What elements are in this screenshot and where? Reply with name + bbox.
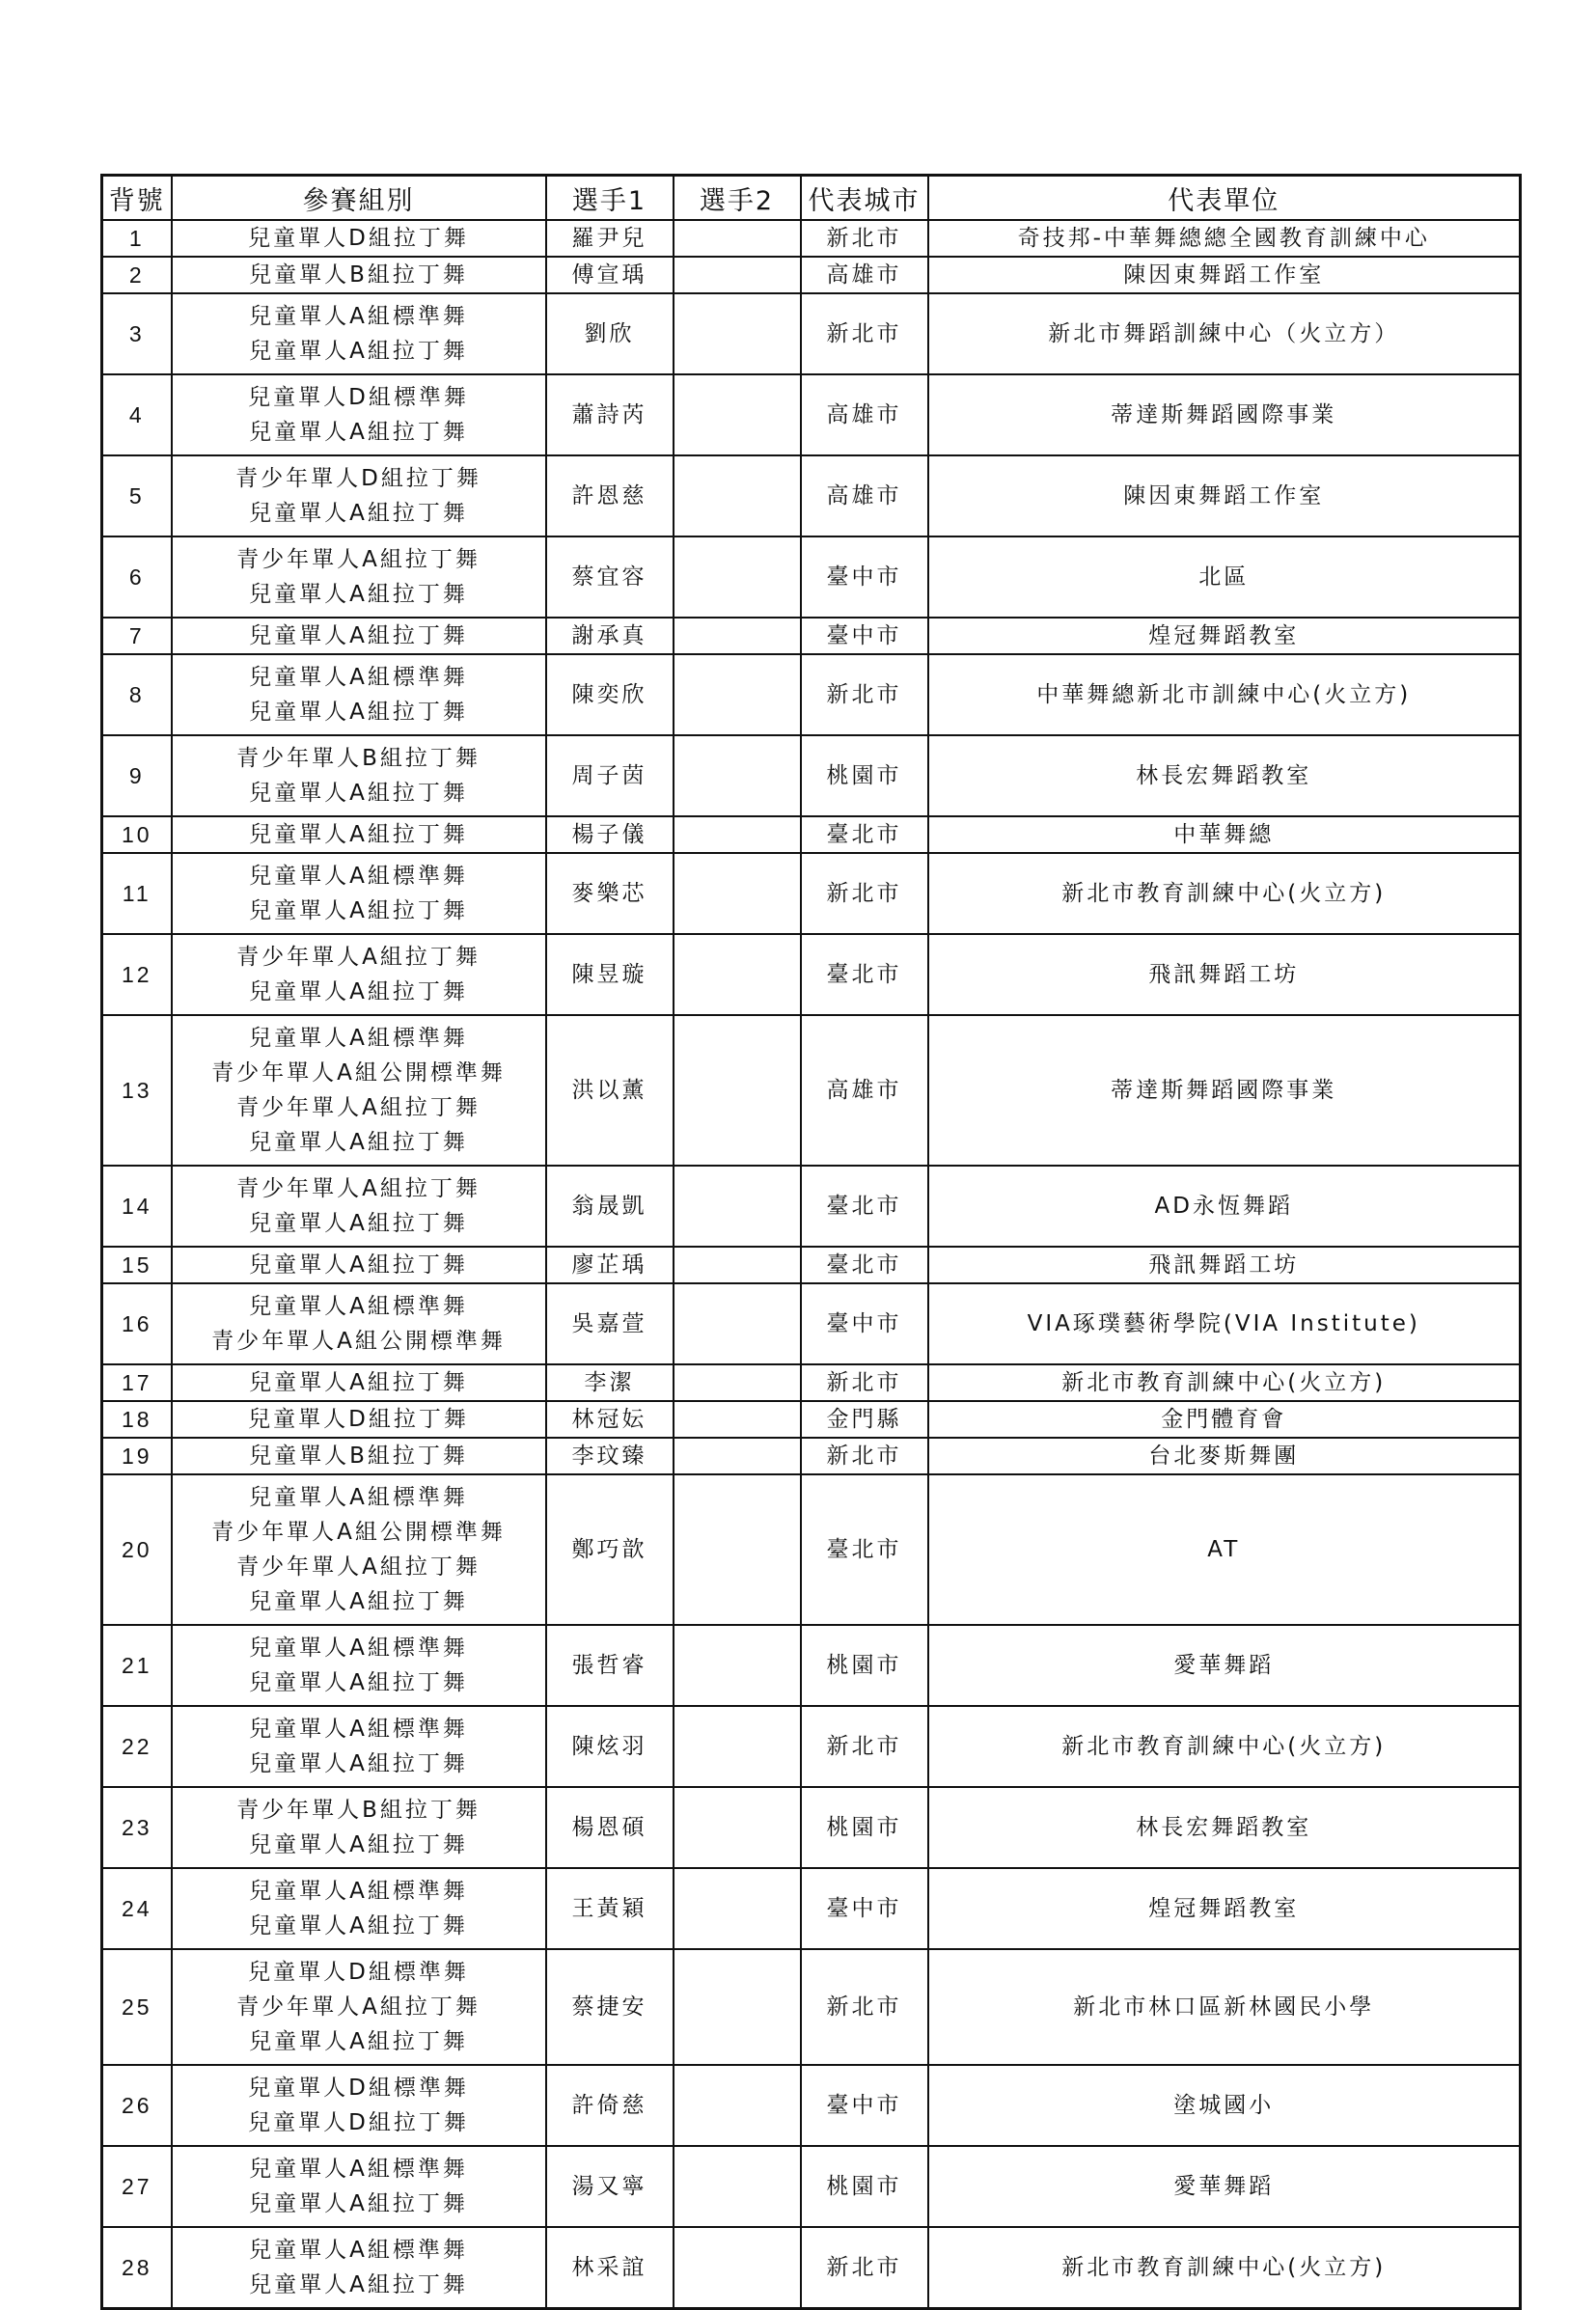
cell-player2: [674, 1787, 801, 1868]
cell-city: 高雄市: [801, 257, 928, 293]
cell-player1: 蔡宜容: [546, 536, 674, 618]
cell-unit: 煌冠舞蹈教室: [928, 618, 1521, 654]
cell-player1: 洪以薰: [546, 1015, 674, 1166]
cell-unit: 飛訊舞蹈工坊: [928, 1247, 1521, 1283]
cell-city: 高雄市: [801, 1015, 928, 1166]
category-line: 青少年單人A組拉丁舞: [236, 547, 481, 572]
cell-unit: AT: [928, 1474, 1521, 1625]
category-line: 兒童單人A組標準舞: [249, 1717, 468, 1742]
cell-player1: 蔡捷安: [546, 1949, 674, 2065]
table-row: [102, 654, 1521, 735]
category-line: 青少年單人D組拉丁舞: [235, 466, 482, 491]
cell-number: 21: [102, 1625, 172, 1706]
category-line: 兒童單人A組拉丁舞: [249, 1832, 468, 1857]
cell-player2: [674, 1166, 801, 1247]
cell-category: [172, 293, 546, 374]
cell-number: 9: [102, 735, 172, 816]
cell-city: 金門縣: [801, 1401, 928, 1438]
header-number: 背號: [102, 176, 172, 221]
category-line: 青少年單人A組公開標準舞: [211, 1520, 506, 1545]
cell-category: [172, 1247, 546, 1283]
category-line: 兒童單人A組標準舞: [249, 2237, 468, 2263]
category-line: 兒童單人B組拉丁舞: [249, 1444, 468, 1469]
table-row: [102, 934, 1521, 1015]
category-line: 兒童單人A組拉丁舞: [249, 420, 468, 445]
table-row: [102, 853, 1521, 934]
cell-city: 桃園市: [801, 1625, 928, 1706]
cell-player1: 陳昱璇: [546, 934, 674, 1015]
category-line: 青少年單人A組拉丁舞: [236, 1095, 481, 1120]
header-player1: 選手1: [546, 176, 674, 221]
category-line: 兒童單人A組拉丁舞: [249, 2029, 468, 2054]
category-line: 青少年單人A組拉丁舞: [236, 1554, 481, 1580]
table-row: [102, 1787, 1521, 1868]
category-line: 兒童單人A組標準舞: [249, 2157, 468, 2182]
cell-number: 8: [102, 654, 172, 735]
cell-number: 7: [102, 618, 172, 654]
category-line: 兒童單人D組標準舞: [248, 2076, 469, 2101]
cell-unit: 新北市教育訓練中心(火立方): [928, 853, 1521, 934]
cell-player2: [674, 654, 801, 735]
category-line: 兒童單人A組拉丁舞: [249, 1913, 468, 1939]
cell-player1: 湯又寧: [546, 2146, 674, 2227]
cell-number: 1: [102, 220, 172, 257]
category-line: 兒童單人A組標準舞: [249, 1294, 468, 1319]
category-line: 兒童單人A組拉丁舞: [249, 979, 468, 1004]
cell-player2: [674, 816, 801, 853]
cell-number: 17: [102, 1364, 172, 1401]
cell-player1: 鄭巧歆: [546, 1474, 674, 1625]
table-row: [102, 1247, 1521, 1283]
cell-unit: 新北市舞蹈訓練中心（火立方）: [928, 293, 1521, 374]
cell-unit: 林長宏舞蹈教室: [928, 735, 1521, 816]
cell-city: 新北市: [801, 293, 928, 374]
cell-player1: 廖芷瑀: [546, 1247, 674, 1283]
cell-number: 6: [102, 536, 172, 618]
cell-category: [172, 536, 546, 618]
cell-unit: 林長宏舞蹈教室: [928, 1787, 1521, 1868]
table-row: [102, 2146, 1521, 2227]
cell-city: 臺北市: [801, 1247, 928, 1283]
table-row: [102, 1625, 1521, 1706]
cell-player2: [674, 1283, 801, 1364]
table-row: [102, 1474, 1521, 1625]
cell-player2: [674, 536, 801, 618]
cell-number: 4: [102, 374, 172, 455]
cell-number: 26: [102, 2065, 172, 2146]
cell-city: 新北市: [801, 2227, 928, 2308]
category-line: 兒童單人B組拉丁舞: [249, 262, 468, 288]
cell-player1: 楊子儀: [546, 816, 674, 853]
cell-player2: [674, 257, 801, 293]
header-city: 代表城市: [801, 176, 928, 221]
category-line: 青少年單人A組拉丁舞: [236, 1176, 481, 1201]
cell-category: [172, 1949, 546, 2065]
cell-city: 臺中市: [801, 618, 928, 654]
cell-unit: 新北市教育訓練中心(火立方): [928, 1706, 1521, 1787]
cell-player1: 傅宣瑀: [546, 257, 674, 293]
category-line: 青少年單人A組拉丁舞: [236, 1994, 481, 2020]
category-line: 青少年單人B組拉丁舞: [236, 746, 481, 771]
cell-city: 臺北市: [801, 1166, 928, 1247]
table-row: [102, 1438, 1521, 1474]
cell-player2: [674, 1438, 801, 1474]
cell-city: 新北市: [801, 1364, 928, 1401]
cell-unit: 塗城國小: [928, 2065, 1521, 2146]
category-line: 兒童單人A組拉丁舞: [249, 898, 468, 923]
category-line: 兒童單人D組標準舞: [248, 1960, 469, 1985]
cell-player2: [674, 455, 801, 536]
category-line: 兒童單人A組標準舞: [249, 665, 468, 690]
cell-number: 12: [102, 934, 172, 1015]
category-line: 兒童單人A組拉丁舞: [249, 623, 468, 648]
cell-number: 19: [102, 1438, 172, 1474]
cell-category: [172, 735, 546, 816]
cell-category: [172, 2227, 546, 2308]
cell-player1: 麥樂芯: [546, 853, 674, 934]
category-line: 兒童單人A組標準舞: [249, 1026, 468, 1051]
cell-city: 臺北市: [801, 816, 928, 853]
cell-city: 桃園市: [801, 1787, 928, 1868]
category-line: 兒童單人A組拉丁舞: [249, 1751, 468, 1776]
cell-city: 新北市: [801, 654, 928, 735]
cell-player2: [674, 293, 801, 374]
category-line: 兒童單人A組拉丁舞: [249, 1370, 468, 1395]
cell-number: 23: [102, 1787, 172, 1868]
cell-unit: 台北麥斯舞團: [928, 1438, 1521, 1474]
cell-unit: 中華舞總: [928, 816, 1521, 853]
cell-player2: [674, 735, 801, 816]
cell-number: 20: [102, 1474, 172, 1625]
cell-player2: [674, 1364, 801, 1401]
category-line: 兒童單人A組拉丁舞: [249, 501, 468, 526]
cell-city: 高雄市: [801, 455, 928, 536]
table-row: [102, 1949, 1521, 2065]
cell-player2: [674, 1949, 801, 2065]
cell-number: 2: [102, 257, 172, 293]
cell-unit: 飛訊舞蹈工坊: [928, 934, 1521, 1015]
cell-category: [172, 257, 546, 293]
cell-number: 18: [102, 1401, 172, 1438]
cell-category: [172, 934, 546, 1015]
cell-category: [172, 1283, 546, 1364]
cell-player2: [674, 2146, 801, 2227]
cell-city: 臺中市: [801, 536, 928, 618]
category-line: 兒童單人A組標準舞: [249, 1636, 468, 1661]
cell-player2: [674, 1706, 801, 1787]
cell-player2: [674, 220, 801, 257]
cell-player1: 許倚慈: [546, 2065, 674, 2146]
cell-city: 新北市: [801, 853, 928, 934]
cell-player2: [674, 374, 801, 455]
table-body: [102, 220, 1521, 2308]
table-row: [102, 1283, 1521, 1364]
cell-player1: 陳奕欣: [546, 654, 674, 735]
cell-category: [172, 1474, 546, 1625]
table-row: [102, 2065, 1521, 2146]
category-line: 兒童單人A組標準舞: [249, 304, 468, 329]
cell-unit: 蒂達斯舞蹈國際事業: [928, 1015, 1521, 1166]
cell-unit: 蒂達斯舞蹈國際事業: [928, 374, 1521, 455]
category-line: 兒童單人D組拉丁舞: [248, 2110, 469, 2135]
table-row: [102, 618, 1521, 654]
cell-city: 臺北市: [801, 934, 928, 1015]
category-line: 青少年單人B組拉丁舞: [236, 1798, 481, 1823]
category-line: 兒童單人A組拉丁舞: [249, 1252, 468, 1278]
cell-city: 新北市: [801, 1438, 928, 1474]
cell-player2: [674, 1401, 801, 1438]
category-line: 兒童單人A組拉丁舞: [249, 2271, 468, 2297]
cell-unit: 金門體育會: [928, 1401, 1521, 1438]
cell-city: 臺中市: [801, 1868, 928, 1949]
category-line: 青少年單人A組公開標準舞: [211, 1329, 506, 1354]
table-row: [102, 1015, 1521, 1166]
cell-category: [172, 455, 546, 536]
cell-unit: 奇技邦-中華舞總總全國教育訓練中心: [928, 220, 1521, 257]
cell-player2: [674, 2227, 801, 2308]
cell-player1: 王黃穎: [546, 1868, 674, 1949]
category-line: 兒童單人A組標準舞: [249, 864, 468, 889]
cell-player1: 吳嘉萱: [546, 1283, 674, 1364]
cell-unit: VIA琢璞藝術學院(VIA Institute): [928, 1283, 1521, 1364]
category-line: 兒童單人A組拉丁舞: [249, 2191, 468, 2216]
cell-category: [172, 374, 546, 455]
cell-city: 臺北市: [801, 1474, 928, 1625]
cell-player2: [674, 1625, 801, 1706]
cell-category: [172, 1166, 546, 1247]
cell-player2: [674, 2065, 801, 2146]
cell-unit: AD永恆舞蹈: [928, 1166, 1521, 1247]
cell-player1: 李潔: [546, 1364, 674, 1401]
cell-category: [172, 1015, 546, 1166]
registration-table: [100, 174, 1522, 2310]
cell-unit: 新北市林口區新林國民小學: [928, 1949, 1521, 2065]
table-row: [102, 293, 1521, 374]
cell-player1: 劉欣: [546, 293, 674, 374]
cell-player1: 林冠妘: [546, 1401, 674, 1438]
cell-category: [172, 1706, 546, 1787]
table-row: [102, 455, 1521, 536]
table-row: [102, 536, 1521, 618]
cell-player1: 羅尹兒: [546, 220, 674, 257]
category-line: 兒童單人A組拉丁舞: [249, 700, 468, 725]
cell-player1: 謝承真: [546, 618, 674, 654]
cell-player2: [674, 1247, 801, 1283]
cell-number: 28: [102, 2227, 172, 2308]
cell-category: [172, 2146, 546, 2227]
category-line: 兒童單人A組拉丁舞: [249, 1589, 468, 1614]
category-line: 兒童單人A組拉丁舞: [249, 1130, 468, 1155]
category-line: 兒童單人A組拉丁舞: [249, 1211, 468, 1236]
cell-category: [172, 1364, 546, 1401]
cell-city: 新北市: [801, 1949, 928, 2065]
table-row: [102, 1166, 1521, 1247]
cell-number: 25: [102, 1949, 172, 2065]
cell-number: 24: [102, 1868, 172, 1949]
category-line: 兒童單人A組拉丁舞: [249, 339, 468, 364]
cell-unit: 新北市教育訓練中心(火立方): [928, 1364, 1521, 1401]
cell-category: [172, 816, 546, 853]
cell-player2: [674, 1868, 801, 1949]
category-line: 兒童單人D組拉丁舞: [248, 226, 469, 251]
table-row: [102, 1706, 1521, 1787]
cell-unit: 煌冠舞蹈教室: [928, 1868, 1521, 1949]
category-line: 兒童單人A組標準舞: [249, 1879, 468, 1904]
cell-category: [172, 1401, 546, 1438]
cell-player1: 李玟臻: [546, 1438, 674, 1474]
cell-category: [172, 1787, 546, 1868]
cell-category: [172, 853, 546, 934]
cell-city: 高雄市: [801, 374, 928, 455]
cell-player2: [674, 1474, 801, 1625]
category-line: 兒童單人D組標準舞: [248, 385, 469, 410]
cell-number: 15: [102, 1247, 172, 1283]
cell-category: [172, 618, 546, 654]
cell-unit: 陳因東舞蹈工作室: [928, 455, 1521, 536]
category-line: 兒童單人D組拉丁舞: [248, 1407, 469, 1432]
cell-city: 臺中市: [801, 1283, 928, 1364]
cell-player2: [674, 853, 801, 934]
cell-city: 新北市: [801, 1706, 928, 1787]
table-row: [102, 257, 1521, 293]
cell-player1: 周子茵: [546, 735, 674, 816]
category-line: 兒童單人A組拉丁舞: [249, 1670, 468, 1695]
cell-unit: 陳因東舞蹈工作室: [928, 257, 1521, 293]
header-row: [102, 176, 1521, 221]
category-line: 兒童單人A組標準舞: [249, 1485, 468, 1510]
table-header: [102, 176, 1521, 221]
cell-player2: [674, 1015, 801, 1166]
cell-number: 16: [102, 1283, 172, 1364]
table-row: [102, 816, 1521, 853]
cell-player1: 陳炫羽: [546, 1706, 674, 1787]
cell-unit: 愛華舞蹈: [928, 1625, 1521, 1706]
cell-number: 14: [102, 1166, 172, 1247]
cell-unit: 新北市教育訓練中心(火立方): [928, 2227, 1521, 2308]
cell-category: [172, 220, 546, 257]
cell-player1: 蕭詩芮: [546, 374, 674, 455]
table-row: [102, 374, 1521, 455]
cell-number: 27: [102, 2146, 172, 2227]
cell-player1: 楊恩碩: [546, 1787, 674, 1868]
cell-player1: 張哲睿: [546, 1625, 674, 1706]
cell-number: 5: [102, 455, 172, 536]
cell-unit: 北區: [928, 536, 1521, 618]
header-player2: 選手2: [674, 176, 801, 221]
cell-unit: 愛華舞蹈: [928, 2146, 1521, 2227]
cell-player1: 翁晟凱: [546, 1166, 674, 1247]
cell-city: 新北市: [801, 220, 928, 257]
cell-player2: [674, 618, 801, 654]
cell-number: 22: [102, 1706, 172, 1787]
category-line: 青少年單人A組拉丁舞: [236, 945, 481, 970]
cell-category: [172, 654, 546, 735]
cell-category: [172, 1438, 546, 1474]
cell-city: 桃園市: [801, 735, 928, 816]
cell-number: 3: [102, 293, 172, 374]
cell-player1: 林采誼: [546, 2227, 674, 2308]
cell-number: 11: [102, 853, 172, 934]
cell-number: 13: [102, 1015, 172, 1166]
cell-category: [172, 1868, 546, 1949]
table-row: [102, 2227, 1521, 2308]
category-line: 兒童單人A組拉丁舞: [249, 781, 468, 806]
table-row: [102, 1364, 1521, 1401]
category-line: 青少年單人A組公開標準舞: [211, 1060, 506, 1086]
cell-number: 10: [102, 816, 172, 853]
table-row: [102, 735, 1521, 816]
table-row: [102, 1401, 1521, 1438]
cell-city: 臺中市: [801, 2065, 928, 2146]
cell-unit: 中華舞總新北市訓練中心(火立方): [928, 654, 1521, 735]
table-row: [102, 1868, 1521, 1949]
cell-city: 桃園市: [801, 2146, 928, 2227]
cell-player1: 許恩慈: [546, 455, 674, 536]
table-row: [102, 220, 1521, 257]
header-unit: 代表單位: [928, 176, 1521, 221]
cell-category: [172, 1625, 546, 1706]
cell-player2: [674, 934, 801, 1015]
header-category: 參賽組別: [172, 176, 546, 221]
category-line: 兒童單人A組拉丁舞: [249, 822, 468, 847]
category-line: 兒童單人A組拉丁舞: [249, 582, 468, 607]
cell-category: [172, 2065, 546, 2146]
